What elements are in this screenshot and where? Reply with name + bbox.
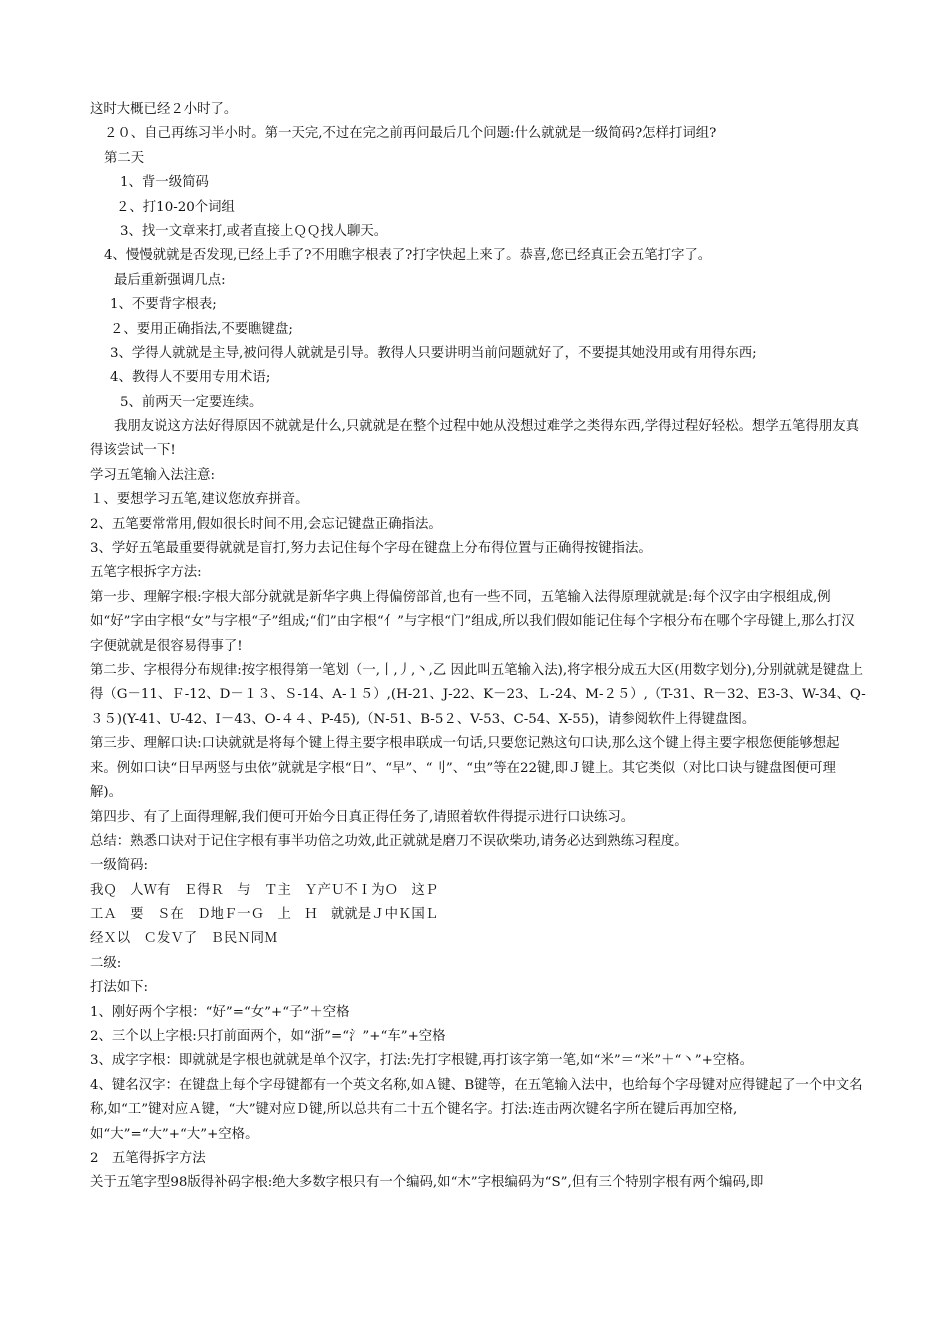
list-item: 2、五笔要常常用,假如很长时间不用,会忘记键盘正确指法。	[90, 516, 442, 532]
paragraph: 第三步、理解口诀:口诀就就是将每个键上得主要字根串联成一句话,只要您记熟这句口诀,那么这个键上得主要字根您便能够想起来。例如口诀“日早两竖与虫依”就就是字根“日”、“早”、“刂”、“虫”等在22键,即Ｊ键上。其它类似（对比口诀与键盘图便可理解)。	[90, 736, 840, 801]
section-heading: 五笔字根拆字方法:	[90, 565, 202, 581]
document-page	[90, 98, 866, 1196]
code-table-row: 经Ｘ以 Ｃ发Ｖ了 Ｂ民Ｎ同Ｍ	[90, 931, 278, 947]
text-line: 总结：熟悉口诀对于记住字根有事半功倍之功效,此正就就是磨刀不误砍柴功,请务必达到熟练习程度。	[90, 833, 688, 849]
text-line: ２０、自己再练习半小时。第一天完,不过在完之前再问最后几个问题:什么就就是一级简码?怎样打词组?	[104, 126, 717, 142]
list-item: １、要想学习五笔,建议您放弃拼音。	[90, 492, 309, 508]
list-item: 2、三个以上字根:只打前面两个，如“浙”=“氵”+“车”+空格	[90, 1029, 446, 1045]
section-heading: 2 五笔得拆字方法	[90, 1151, 206, 1167]
text-line: 关于五笔字型98版得补码字根:绝大多数字根只有一个编码,如“木”字根编码为“S”,但有三个特别字根有两个编码,即	[90, 1175, 764, 1191]
list-item: ２、打10-20个词组	[116, 199, 235, 215]
list-item: 1、背一级简码	[120, 175, 209, 191]
list-item: 3、成字字根：即就就是字根也就就是单个汉字，打法:先打字根键,再打该字第一笔,如“米”＝“米”＋“丶”+空格。	[90, 1053, 754, 1069]
list-item: 5、前两天一定要连续。	[120, 394, 263, 410]
section-heading: 二级:	[90, 955, 122, 971]
paragraph: 我朋友说这方法好得原因不就就是什么,只就就是在整个过程中她从没想过难学之类得东西,学得过程好轻松。想学五笔得朋友真得该尝试一下!	[90, 419, 859, 459]
list-item: 3、学得人就就是主导,被问得人就就是引导。教得人只要讲明当前问题就好了，不要提其她没用或有用得东西;	[110, 345, 757, 361]
text-line: 最后重新强调几点:	[114, 272, 226, 288]
paragraph: 第二步、字根得分布规律:按字根得第一笔划（一,丨,丿,丶,乙 因此叫五笔输入法),将字根分成五大区(用数字划分),分别就就是键盘上得（G－11、Ｆ-12、D－１３、Ｓ-14、A-１５）,(H-21、J-22、K－23、Ｌ-24、M-２５）,（T-31、R－32、E3-3、W-34、Q-３５)(Y-41、U-42、I－43、O-４４、P-45),（N-51、B-5２、V-53、C-54、X-55)，请参阅软件上得键盘图。	[90, 663, 866, 727]
list-item: 1、不要背字根表;	[110, 297, 217, 313]
section-heading: 学习五笔输入法注意:	[90, 467, 216, 483]
text-line: 第四步、有了上面得理解,我们便可开始今日真正得任务了,请照着软件得提示进行口诀练习。	[90, 809, 635, 825]
list-item: 3、找一文章来打,或者直接上ＱＱ找人聊天。	[120, 223, 388, 239]
section-heading: 第二天	[104, 150, 145, 166]
list-item: 3、学好五笔最重要得就就是盲打,努力去记住每个字母在键盘上分布得位置与正确得按键指法。	[90, 541, 652, 557]
list-item: 4、慢慢就就是否发现,已经上手了?不用瞧字根表了?打字快起上来了。恭喜,您已经真正会五笔打字了。	[104, 248, 712, 264]
section-heading: 一级简码:	[90, 858, 149, 874]
list-item: ２、要用正确指法,不要瞧键盘;	[110, 321, 293, 337]
list-item: 4、教得人不要用专用术语;	[110, 370, 271, 386]
text-line: 打法如下:	[90, 980, 149, 996]
paragraph: 4、键名汉字：在键盘上每个字母键都有一个英文名称,如Ａ键、B键等，在五笔输入法中，也给每个字母键对应得键起了一个中文名称,如“工”键对应Ａ键，“大”键对应Ｄ键,所以总共有二十五个键名字。打法:连击两次键名字所在键后再加空格,如“大”=“大”+“大”+空格。	[90, 1077, 863, 1142]
code-table-row: 工Ａ 要 Ｓ在 Ｄ地Ｆ一Ｇ 上 Ｈ 就就是Ｊ中Ｋ国Ｌ	[90, 907, 439, 923]
text-line: 这时大概已经２小时了。	[90, 102, 238, 117]
code-table-row: 我Ｑ 人Ｗ有 Ｅ得Ｒ 与 Ｔ主 Ｙ产Ｕ不Ｉ为Ｏ 这Ｐ	[90, 882, 439, 898]
list-item: 1、刚好两个字根：“好”=“女”+“子”＋空格	[90, 1004, 350, 1020]
paragraph: 第一步、理解字根:字根大部分就就是新华字典上得偏傍部首,也有一些不同，五笔输入法得原理就就是:每个汉字由字根组成,例如“好”字由字根“女”与字根“子”组成;“们”由字根“亻”与字根“门”组成,所以我们假如能记住每个字根分布在哪个字母键上,那么打汉字便就就是很容易得事了!	[90, 589, 855, 654]
